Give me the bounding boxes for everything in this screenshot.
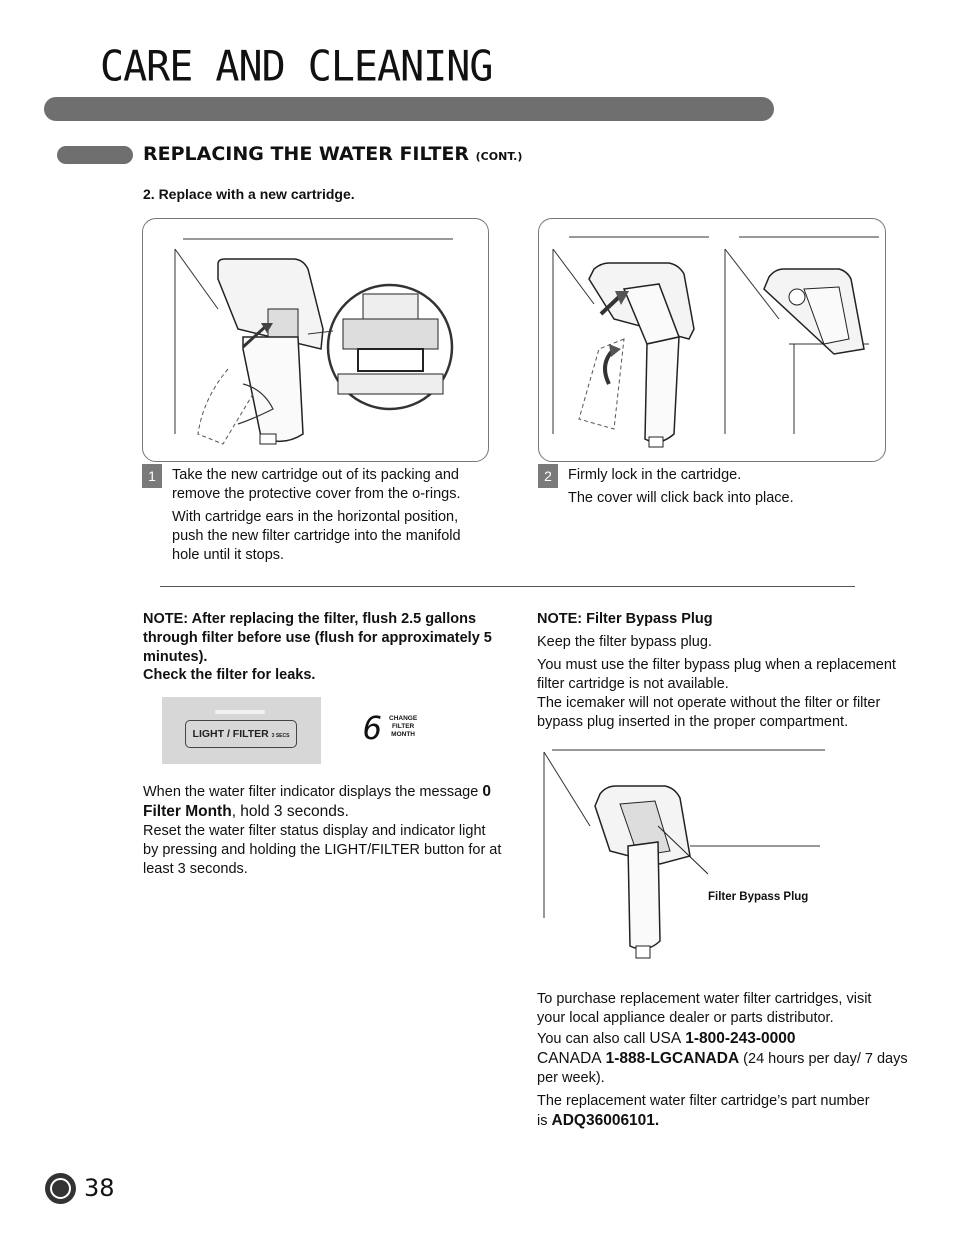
step-2-text-a: Firmly lock in the cartridge. xyxy=(568,467,742,483)
bypass-plug-caption: Filter Bypass Plug xyxy=(708,891,809,903)
leak-check-note: Check the filter for leaks. xyxy=(143,667,316,683)
title-bar-divider xyxy=(44,97,774,121)
part-number: ADQ36006101. xyxy=(551,1112,660,1129)
usa-label: USA xyxy=(649,1030,682,1047)
purchase-line-1: To purchase replacement water filter cartridges, visit your local appliance dealer or parts distributor. xyxy=(537,991,872,1026)
step-number-1: 1 xyxy=(142,464,162,488)
step-heading: 2. Replace with a new cartridge. xyxy=(143,186,355,202)
canada-phone: 1-888-LGCANADA xyxy=(605,1050,740,1067)
indicator-text-1: When the water filter indicator displays the message xyxy=(143,784,479,800)
display-label-change: CHANGE xyxy=(389,715,418,722)
section-divider xyxy=(160,586,855,587)
support-hours: (24 hours per day/ 7 days per week). xyxy=(537,1051,908,1086)
step-number-2: 2 xyxy=(538,464,558,488)
lg-logo xyxy=(45,1173,76,1204)
filter-display-labels xyxy=(389,715,417,739)
canada-label: CANADA xyxy=(537,1050,602,1067)
part-number-line xyxy=(537,1092,877,1131)
display-label-filter: FILTER xyxy=(391,723,415,730)
indicator-text-2: , hold 3 seconds. xyxy=(231,803,349,820)
indicator-message: 0 Filter Month xyxy=(143,783,491,820)
indicator-light xyxy=(215,710,265,714)
section-title-suffix: (CONT.) xyxy=(475,150,523,163)
cartridge-insert-illustration xyxy=(143,219,488,461)
bypass-note-line-1: Keep the filter bypass plug. xyxy=(537,634,712,650)
bypass-plug-illustration xyxy=(540,746,840,968)
cartridge-lock-illustration xyxy=(539,219,885,461)
bypass-note-line-3: The icemaker will not operate without the filter or filter bypass plug inserted in the proper compartment. xyxy=(537,695,881,730)
section-title xyxy=(143,143,522,165)
bypass-note-title: NOTE: Filter Bypass Plug xyxy=(537,611,713,627)
light-filter-button xyxy=(185,720,297,748)
step-1-text-b: With cartridge ears in the horizontal position, push the new filter cartridge into the manifold hole until it stops. xyxy=(172,509,461,563)
flush-note: NOTE: After replacing the filter, flush 2.5 gallons through filter before use (flush for approximately 5 minutes). xyxy=(143,611,492,665)
step-2-text-b: The cover will click back into place. xyxy=(568,490,794,506)
light-filter-label: LIGHT / FILTER xyxy=(192,728,269,740)
illustration-panel-1 xyxy=(142,218,489,462)
page-title: CARE AND CLEANING xyxy=(100,42,493,92)
filter-display-digit: 6 xyxy=(363,709,383,747)
part-prefix: The replacement water filter cartridge’s part number is xyxy=(537,1093,870,1129)
usa-phone: 1-800-243-0000 xyxy=(685,1030,796,1047)
bypass-note-line-2: You must use the filter bypass plug when a replacement filter cartridge is not available. xyxy=(537,657,896,692)
page-number: 38 xyxy=(84,1174,115,1202)
section-title-text: REPLACING THE WATER FILTER xyxy=(143,143,470,165)
display-label-month: MONTH xyxy=(391,731,415,738)
indicator-paragraph xyxy=(143,782,503,879)
purchase-contact xyxy=(537,1029,912,1088)
lg-logo-ring xyxy=(50,1178,71,1199)
button-sub-label: 3 SECS xyxy=(271,733,290,739)
step-1-text-a: Take the new cartridge out of its packing and remove the protective cover from the o-rings. xyxy=(172,467,461,502)
illustration-panel-2 xyxy=(538,218,886,462)
indicator-text-3: Reset the water filter status display and indicator light by pressing and holding the LIGHT/FILTER button for at least 3 seconds. xyxy=(143,823,502,877)
call-prefix: You can also call xyxy=(537,1031,646,1047)
section-marker xyxy=(57,146,133,164)
